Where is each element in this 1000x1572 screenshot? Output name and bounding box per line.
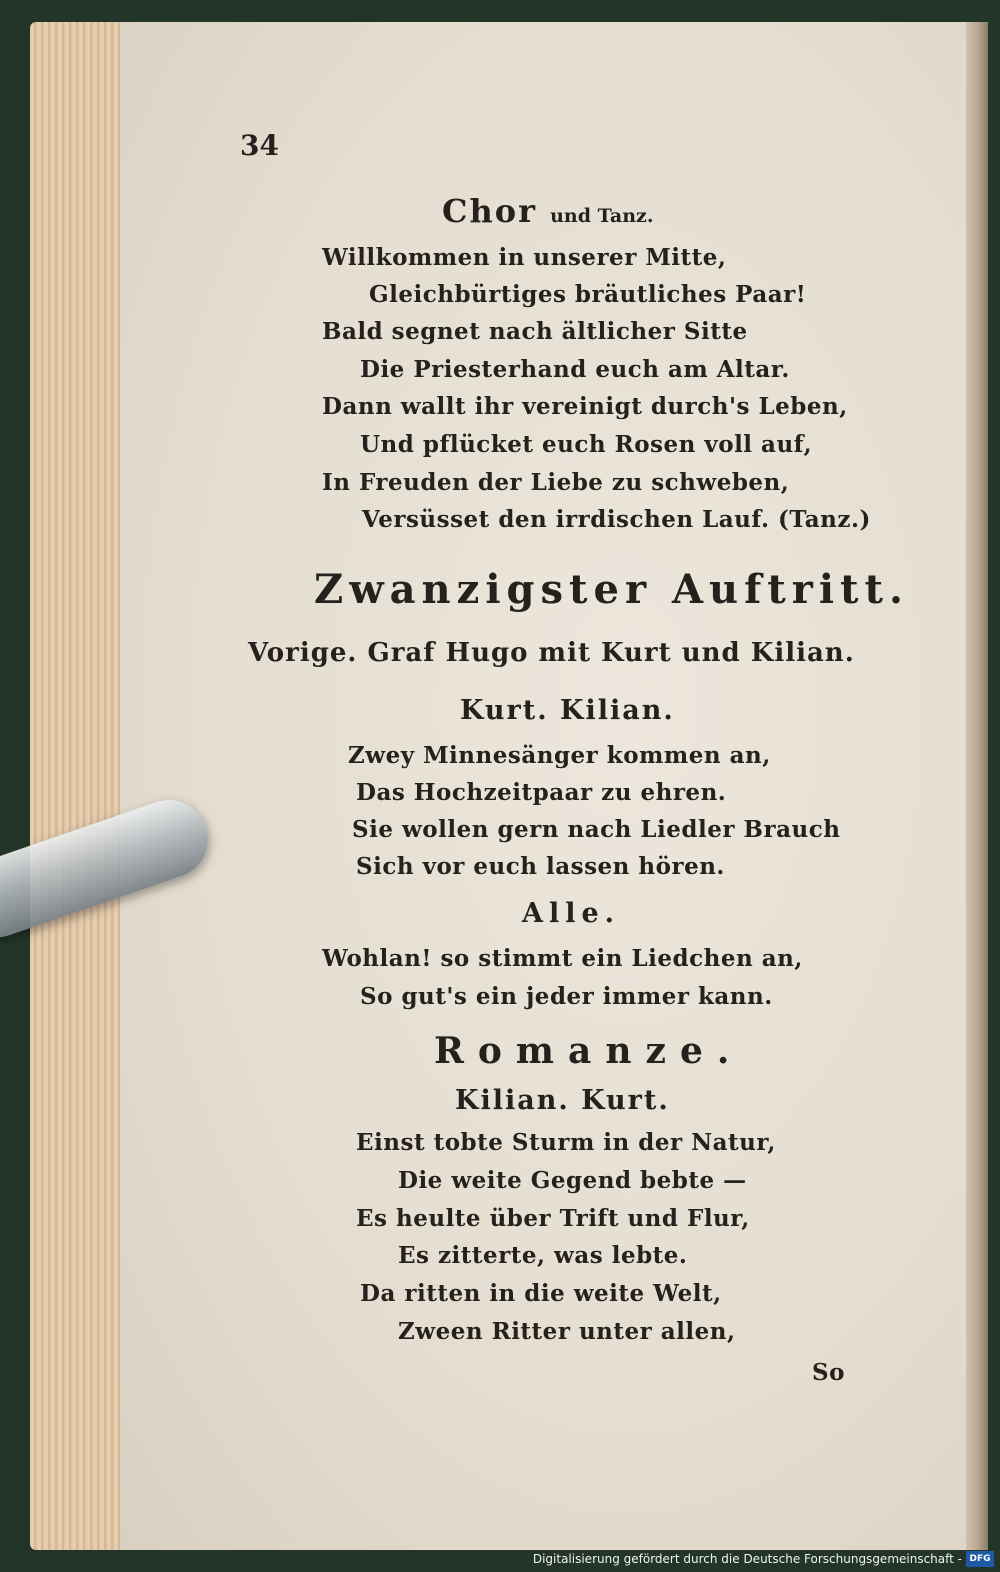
chor-verse-line-3: Bald segnet nach ältlicher Sitte [322,318,748,345]
footer-credit: Digitalisierung gefördert durch die Deutsche Forschungsgemeinschaft - [532,1552,962,1566]
chor-verse-line-2: Gleichbürtiges bräutliches Paar! [369,281,807,308]
verse-3-line-2: Die weite Gegend bebte — [398,1167,747,1194]
page-number: 34 [240,129,279,162]
catchword: So [812,1359,845,1386]
chor-verse-line-1: Willkommen in unserer Mitte, [322,244,727,271]
chor-verse-line-8: Versüsset den irrdischen Lauf. (Tanz.) [362,506,871,533]
chor-heading-word: Chor [442,192,537,230]
scene-title: Zwanzigster Auftritt. [314,566,909,613]
speakers-alle: Alle. [522,898,621,929]
speakers-kurt-kilian: Kurt. Kilian. [460,695,675,726]
chor-heading [442,192,654,230]
chor-verse-line-6: Und pflücket euch Rosen voll auf, [360,431,813,458]
verse-3-line-3: Es heulte über Trift und Flur, [356,1205,750,1232]
chor-verse-line-4: Die Priesterhand euch am Altar. [360,356,790,383]
verse-2-line-2: So gut's ein jeder immer kann. [360,983,773,1010]
verse-3-line-5: Da ritten in die weite Welt, [360,1280,722,1307]
verse-1-line-2: Das Hochzeitpaar zu ehren. [356,779,727,806]
speakers-kilian-kurt: Kilian. Kurt. [455,1085,670,1116]
verse-1-line-3: Sie wollen gern nach Liedler Brauch [352,816,841,843]
chor-verse-line-5: Dann wallt ihr vereinigt durch's Leben, [322,393,848,420]
verse-1-line-4: Sich vor euch lassen hören. [356,853,725,880]
verse-3-line-1: Einst tobte Sturm in der Natur, [356,1129,776,1156]
chor-verse-line-7: In Freuden der Liebe zu schweben, [322,469,790,496]
chor-heading-suffix: und Tanz. [550,205,654,227]
verse-3-line-4: Es zitterte, was lebte. [398,1242,688,1269]
verse-3-line-6: Zween Ritter unter allen, [398,1318,736,1345]
scene-cast: Vorige. Graf Hugo mit Kurt und Kilian. [248,638,855,668]
verse-1-line-1: Zwey Minnesänger kommen an, [348,742,771,769]
dfg-logo-icon: DFG [966,1551,994,1567]
verse-2-line-1: Wohlan! so stimmt ein Liedchen an, [322,945,803,972]
romanze-title: Romanze. [434,1030,744,1072]
